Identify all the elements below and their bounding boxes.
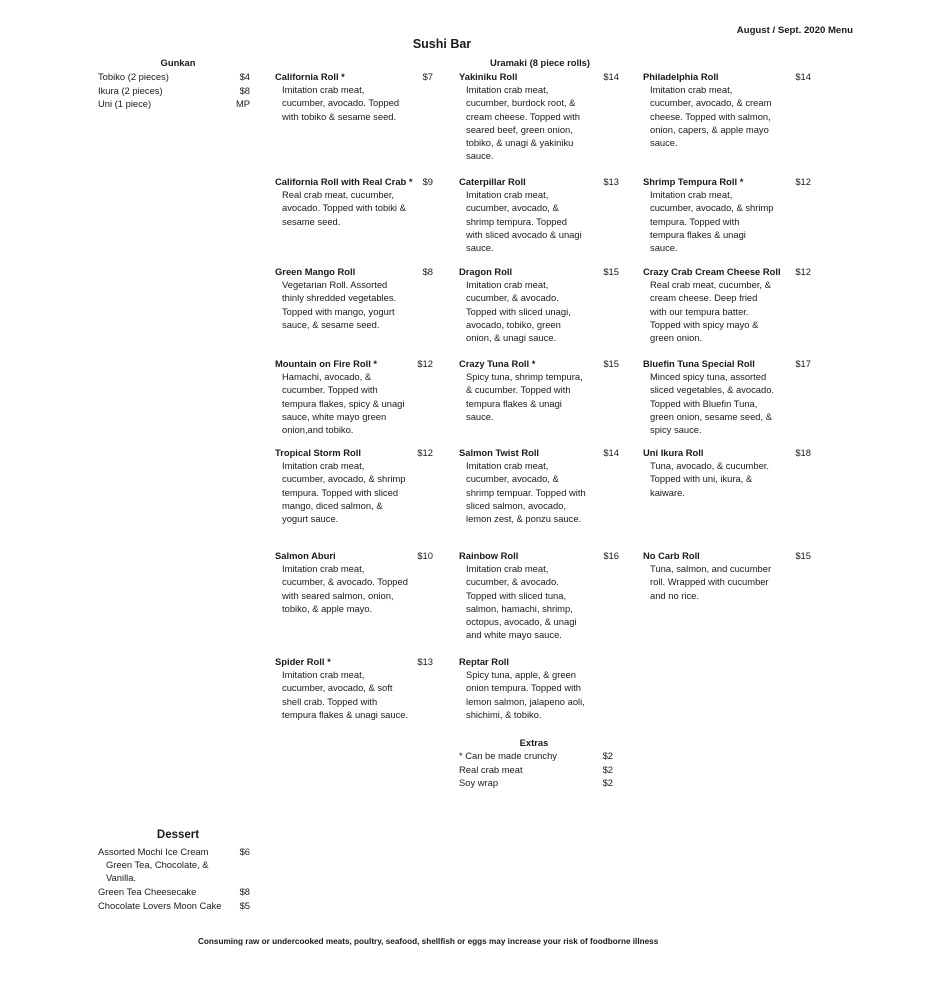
- extras-item-price: $2: [602, 763, 613, 775]
- dessert-item: [98, 845, 260, 885]
- item-description: Real crab meat, cucumber, & cream cheese. Deep fried with our tempura batter. Topped with spicy mayo & green onion.: [650, 279, 771, 344]
- item-name: Salmon Aburi: [275, 550, 336, 561]
- gunkan-item-name: Tobiko (2 pieces): [98, 71, 169, 82]
- item-price: $15: [603, 266, 619, 277]
- menu-item-california-real-crab: [275, 175, 433, 228]
- dessert-item-description: Green Tea, Chocolate, & Vanilla.: [106, 859, 209, 884]
- gunkan-item: [98, 97, 260, 111]
- item-price: $7: [422, 71, 433, 82]
- item-name: Crazy Crab Cream Cheese Roll: [643, 266, 781, 277]
- item-price: $12: [417, 447, 433, 458]
- item-price: $12: [795, 176, 811, 187]
- extras-item-price: $2: [602, 750, 613, 761]
- extras-item: [459, 749, 613, 763]
- item-price: $14: [795, 71, 811, 82]
- item-name: Caterpillar Roll: [459, 176, 526, 187]
- dessert-item-price: $8: [239, 886, 250, 897]
- gunkan-item-price: MP: [235, 98, 250, 109]
- menu-item-green-mango-roll: [275, 265, 433, 331]
- menu-item-philadelphia-roll: [643, 70, 811, 149]
- item-description: Tuna, salmon, and cucumber roll. Wrapped with cucumber and no rice.: [650, 563, 772, 601]
- menu-item-shrimp-tempura-roll: [643, 175, 811, 254]
- gunkan-item: [98, 84, 260, 98]
- extras-item-name: Soy wrap: [459, 777, 499, 788]
- item-price: $9: [422, 176, 433, 187]
- item-name: California Roll with Real Crab *: [275, 176, 413, 187]
- item-price: $18: [795, 447, 811, 458]
- menu-item-crazy-crab-cream-cheese: [643, 265, 811, 344]
- menu-item-reptar-roll: [459, 655, 619, 721]
- extras-list: [459, 749, 613, 790]
- item-name: Dragon Roll: [459, 266, 513, 277]
- item-name: California Roll *: [275, 71, 345, 82]
- item-description: Tuna, avocado, & cucumber. Topped with uni, ikura, & kaiware.: [650, 460, 769, 498]
- item-name: Salmon Twist Roll: [459, 447, 540, 458]
- gunkan-item-name: Ikura (2 pieces): [98, 84, 163, 96]
- gunkan-item-name: Uni (1 piece): [98, 98, 152, 109]
- page-title: Sushi Bar: [412, 37, 472, 51]
- gunkan-heading: Gunkan: [160, 57, 196, 68]
- menu-item-salmon-aburi: [275, 549, 433, 615]
- item-price: $12: [417, 358, 433, 369]
- menu-item-uni-ikura-roll: [643, 446, 811, 499]
- extras-item-name: Real crab meat: [459, 763, 523, 775]
- dessert-list: [98, 845, 260, 912]
- extras-item: [459, 776, 613, 790]
- gunkan-list: [98, 70, 260, 111]
- item-name: Tropical Storm Roll: [275, 447, 361, 458]
- menu-item-mountain-on-fire: [275, 357, 433, 436]
- menu-item-tropical-storm: [275, 446, 433, 525]
- gunkan-item: [98, 70, 260, 84]
- menu-date: August / Sept. 2020 Menu: [736, 25, 853, 36]
- dessert-item-name: Chocolate Lovers Moon Cake: [98, 899, 222, 911]
- menu-item-yakiniku-roll: [459, 70, 619, 162]
- item-description: Imitation crab meat, cucumber, avocado, & soft shell crab. Topped with tempura flakes & unagi sauce.: [282, 669, 409, 720]
- item-price: $14: [603, 71, 619, 82]
- item-description: Imitation crab meat, cucumber, avocado, & shrimp tempura. Topped with sliced mango, diced salmon, & yogurt sauce.: [282, 460, 406, 525]
- item-name: Rainbow Roll: [459, 550, 519, 561]
- item-name: Crazy Tuna Roll *: [459, 358, 536, 369]
- item-price: $15: [795, 550, 811, 561]
- dessert-item: [98, 885, 260, 899]
- uramaki-heading: Uramaki (8 piece rolls): [489, 57, 591, 68]
- dessert-item-price: $5: [239, 899, 250, 911]
- item-description: Imitation crab meat, cucumber, avocado. Topped with tobiko & sesame seed.: [282, 84, 400, 122]
- dessert-item-price: $6: [239, 846, 250, 857]
- item-name: Green Mango Roll: [275, 266, 356, 277]
- item-price: $17: [795, 358, 811, 369]
- menu-item-caterpillar-roll: [459, 175, 619, 254]
- menu-item-bluefin-tuna-special: [643, 357, 811, 436]
- extras-item-name: * Can be made crunchy: [459, 750, 557, 761]
- item-name: Bluefin Tuna Special Roll: [643, 358, 755, 369]
- item-description: Imitation crab meat, cucumber, & avocado. Topped with sliced unagi, avocado, tobiko, green onion, & unagi sauce.: [466, 279, 571, 344]
- item-price: $15: [603, 358, 619, 369]
- item-name: Philadelphia Roll: [643, 71, 719, 82]
- item-name: Yakiniku Roll: [459, 71, 518, 82]
- gunkan-item-price: $8: [239, 84, 250, 96]
- item-name: Spider Roll *: [275, 656, 331, 667]
- item-description: Imitation crab meat, cucumber, & avocado. Topped with sliced tuna, salmon, hamachi, shrimp, octopus, avocado, & unagi and white mayo sauce.: [466, 563, 577, 641]
- food-safety-notice: Consuming raw or undercooked meats, poultry, seafood, shellfish or eggs may increase your risk of foodborne illness: [198, 937, 659, 946]
- item-description: Imitation crab meat, cucumber, burdock root, & cream cheese. Topped with seared beef, green onion, tobiko, & unagi & yakiniku sauce.: [466, 84, 580, 162]
- menu-item-rainbow-roll: [459, 549, 619, 641]
- menu-item-california-roll: [275, 70, 433, 123]
- menu-item-no-carb-roll: [643, 549, 811, 602]
- item-description: Real crab meat, cucumber, avocado. Topped with tobiki & sesame seed.: [282, 189, 406, 227]
- extras-item-price: $2: [602, 777, 613, 788]
- menu-item-crazy-tuna-roll: [459, 357, 619, 423]
- item-price: $12: [795, 266, 811, 277]
- item-description: Imitation crab meat, cucumber, & avocado. Topped with seared salmon, onion, tobiko, & apple mayo.: [282, 563, 408, 614]
- item-description: Minced spicy tuna, assorted sliced vegetables, & avocado. Topped with Bluefin Tuna, green onion, sesame seed, & spicy sauce.: [650, 371, 775, 436]
- item-price: $8: [422, 266, 433, 277]
- item-price: $10: [417, 550, 433, 561]
- item-price: $13: [603, 176, 619, 187]
- item-description: Imitation crab meat, cucumber, avocado, & shrimp tempura. Topped with tempura flakes & unagi sauce.: [650, 189, 774, 254]
- item-name: Uni Ikura Roll: [643, 447, 704, 458]
- item-price: $14: [603, 447, 619, 458]
- extras-item: [459, 763, 613, 777]
- extras-heading: Extras: [519, 737, 549, 748]
- item-description: Imitation crab meat, cucumber, avocado, & cream cheese. Topped with salmon, onion, capers, & apple mayo sauce.: [650, 84, 772, 149]
- dessert-item-name: Green Tea Cheesecake: [98, 886, 197, 897]
- dessert-heading: Dessert: [156, 829, 200, 841]
- dessert-item: [98, 899, 260, 913]
- item-name: Mountain on Fire Roll *: [275, 358, 378, 369]
- menu-item-spider-roll: [275, 655, 433, 721]
- item-description: Spicy tuna, shrimp tempura, & cucumber. Topped with tempura flakes & unagi sauce.: [466, 371, 583, 422]
- gunkan-item-price: $4: [239, 71, 250, 82]
- item-description: Imitation crab meat, cucumber, avocado, & shrimp tempura. Topped with sliced avocado & unagi sauce.: [466, 189, 582, 254]
- item-description: Hamachi, avocado, & cucumber. Topped with tempura flakes, spicy & unagi sauce, white mayo green onion,and tobiko.: [282, 371, 405, 436]
- item-description: Spicy tuna, apple, & green onion tempura. Topped with lemon salmon, jalapeno aoli, shichimi, & tobiko.: [466, 669, 585, 720]
- item-description: Vegetarian Roll. Assorted thinly shredded vegetables. Topped with mango, yogurt sauce, & sesame seed.: [282, 279, 397, 330]
- item-name: No Carb Roll: [643, 550, 700, 561]
- menu-item-dragon-roll: [459, 265, 619, 344]
- dessert-item-name: Assorted Mochi Ice Cream: [98, 846, 209, 857]
- menu-item-salmon-twist-roll: [459, 446, 619, 525]
- item-name: Reptar Roll: [459, 656, 510, 667]
- item-description: Imitation crab meat, cucumber, avocado, & shrimp tempuar. Topped with sliced salmon, avocado, lemon zest, & ponzu sauce.: [466, 460, 586, 525]
- item-price: $16: [603, 550, 619, 561]
- item-price: $13: [417, 656, 433, 667]
- item-name: Shrimp Tempura Roll *: [643, 176, 744, 187]
